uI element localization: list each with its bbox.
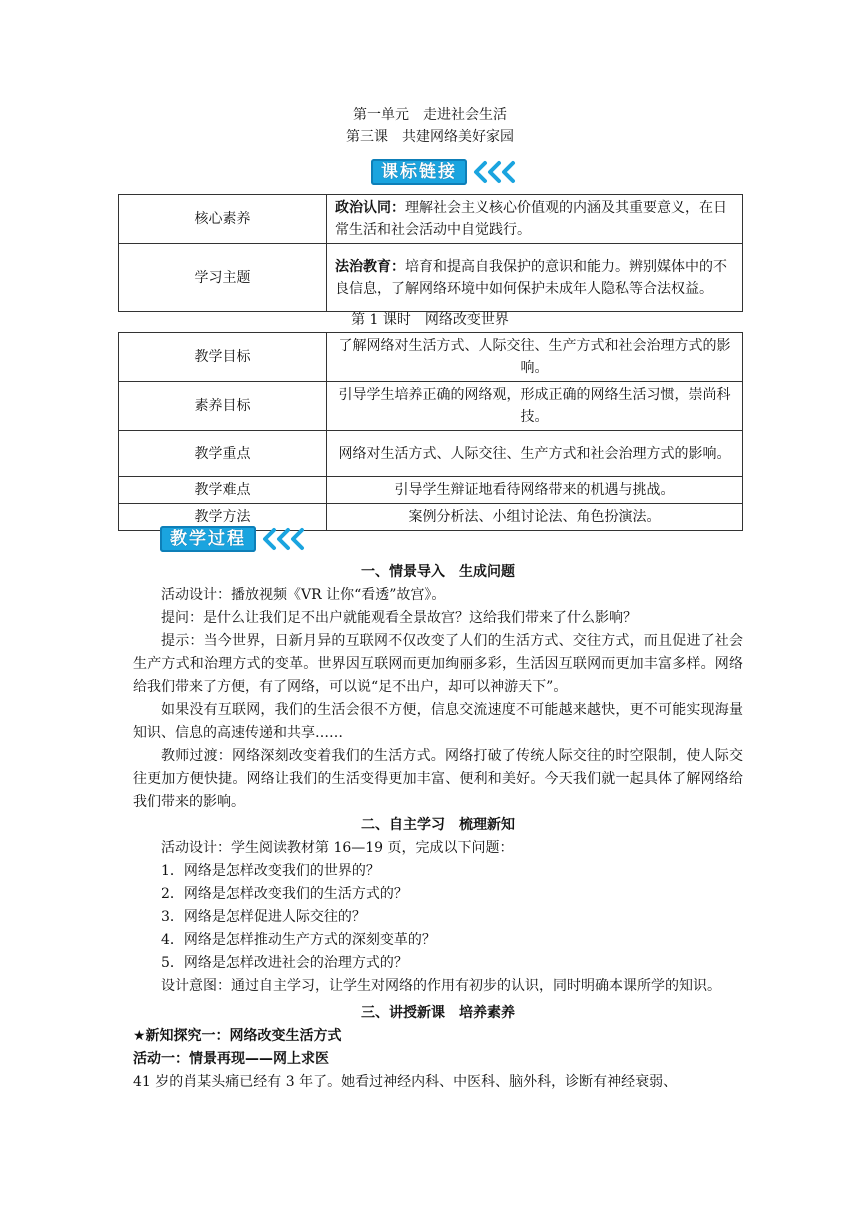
difficulty-label: 教学难点 bbox=[119, 477, 327, 504]
section2-heading: 二、自主学习 梳理新知 bbox=[361, 817, 515, 833]
topic-text: 培育和提高自我保护的意识和能力。辨别媒体中的不良信息，了解网络环境中如何保护未成年人隐私等合法权益。 bbox=[335, 258, 727, 297]
key-points-text: 网络对生活方式、人际交往、生产方式和社会治理方式的影响。 bbox=[327, 431, 743, 477]
explore-heading: ★新知探究一：网络改变生活方式 bbox=[133, 1028, 342, 1044]
process-banner-label: 教学过程 bbox=[160, 526, 256, 552]
goals-table bbox=[118, 332, 743, 531]
case-text: 41 岁的肖某头痛已经有 3 年了。她看过神经内科、中医科、脑外科，诊断有神经衰弱、 bbox=[133, 1074, 678, 1090]
standards-banner-label: 课标链接 bbox=[371, 159, 467, 185]
lesson-title: 第三课 共建网络美好家园 bbox=[346, 129, 514, 145]
table-row bbox=[119, 195, 743, 244]
chevron-arrows-icon bbox=[258, 527, 314, 551]
unit-title: 第一单元 走进社会生活 bbox=[353, 107, 507, 123]
standards-content-topic bbox=[327, 244, 743, 312]
section1-heading: 一、情景导入 生成问题 bbox=[361, 564, 515, 580]
list-item: 5．网络是怎样改进社会的治理方式的？ bbox=[161, 955, 408, 971]
standards-table bbox=[118, 194, 743, 312]
list-item: 1．网络是怎样改变我们的世界的？ bbox=[161, 863, 380, 879]
session-title: 第 1 课时 网络改变世界 bbox=[351, 312, 509, 328]
list-item: 3．网络是怎样促进人际交往的？ bbox=[161, 909, 366, 925]
section2-intro: 活动设计：学生阅读教材第 16—19 页，完成以下问题： bbox=[161, 840, 514, 856]
activity-heading: 活动一：情景再现——网上求医 bbox=[133, 1051, 329, 1067]
section1-without-internet: 如果没有互联网，我们的生活会很不方便，信息交流速度不可能越来越快，更不可能实现海量知识、信息的高速传递和共享…… bbox=[133, 702, 743, 741]
section1-question: 提问：是什么让我们足不出户就能观看全景故宫？这给我们带来了什么影响？ bbox=[161, 610, 637, 626]
list-item: 2．网络是怎样改变我们的生活方式的？ bbox=[161, 886, 408, 902]
table-row bbox=[119, 477, 743, 504]
core-text: 理解社会主义核心价值观的内涵及其重要意义，在日常生活和社会活动中自觉践行。 bbox=[335, 200, 727, 238]
standards-content-core bbox=[327, 195, 743, 244]
table-row bbox=[119, 244, 743, 312]
standards-banner bbox=[371, 159, 525, 185]
topic-lead: 法治教育： bbox=[335, 258, 405, 275]
section1-transition: 教师过渡：网络深刻改变着我们的生活方式。网络打破了传统人际交往的时空限制，使人际交往更加方便快捷。网络让我们的生活变得更加丰富、便利和美好。今天我们就一起具体了解网络给我们带来的影响。 bbox=[133, 748, 743, 810]
standards-label-core: 核心素养 bbox=[119, 195, 327, 244]
section2-design: 设计意图：通过自主学习，让学生对网络的作用有初步的认识，同时明确本课所学的知识。 bbox=[161, 978, 721, 994]
process-body bbox=[133, 561, 743, 1094]
table-row bbox=[119, 431, 743, 477]
section3-heading: 三、讲授新课 培养素养 bbox=[361, 1005, 515, 1021]
goals-text: 了解网络对生活方式、人际交往、生产方式和社会治理方式的影响。 bbox=[327, 333, 743, 382]
method-label: 教学方法 bbox=[119, 504, 327, 531]
table-row bbox=[119, 333, 743, 382]
goals-label: 教学目标 bbox=[119, 333, 327, 382]
table-row bbox=[119, 382, 743, 431]
literacy-goals-label: 素养目标 bbox=[119, 382, 327, 431]
list-item: 4．网络是怎样推动生产方式的深刻变革的？ bbox=[161, 932, 436, 948]
chevron-arrows-icon bbox=[469, 160, 525, 184]
standards-label-topic: 学习主题 bbox=[119, 244, 327, 312]
difficulty-text: 引导学生辩证地看待网络带来的机遇与挑战。 bbox=[327, 477, 743, 504]
core-lead: 政治认同： bbox=[335, 200, 405, 216]
literacy-goals-text: 引导学生培养正确的网络观，形成正确的网络生活习惯，崇尚科技。 bbox=[327, 382, 743, 431]
section1-activity: 活动设计：播放视频《VR 让你“看透”故宫》。 bbox=[161, 587, 446, 603]
process-banner bbox=[160, 526, 314, 552]
section1-hint: 提示：当今世界，日新月异的互联网不仅改变了人们的生活方式、交往方式，而且促进了社会生产方式和治理方式的变革。世界因互联网而更加绚丽多彩，生活因互联网而更加丰富多样。网络给我们带来了方便，有了网络，可以说“足不出户，却可以神游天下”。 bbox=[133, 633, 743, 695]
key-points-label: 教学重点 bbox=[119, 431, 327, 477]
method-text: 案例分析法、小组讨论法、角色扮演法。 bbox=[327, 504, 743, 531]
